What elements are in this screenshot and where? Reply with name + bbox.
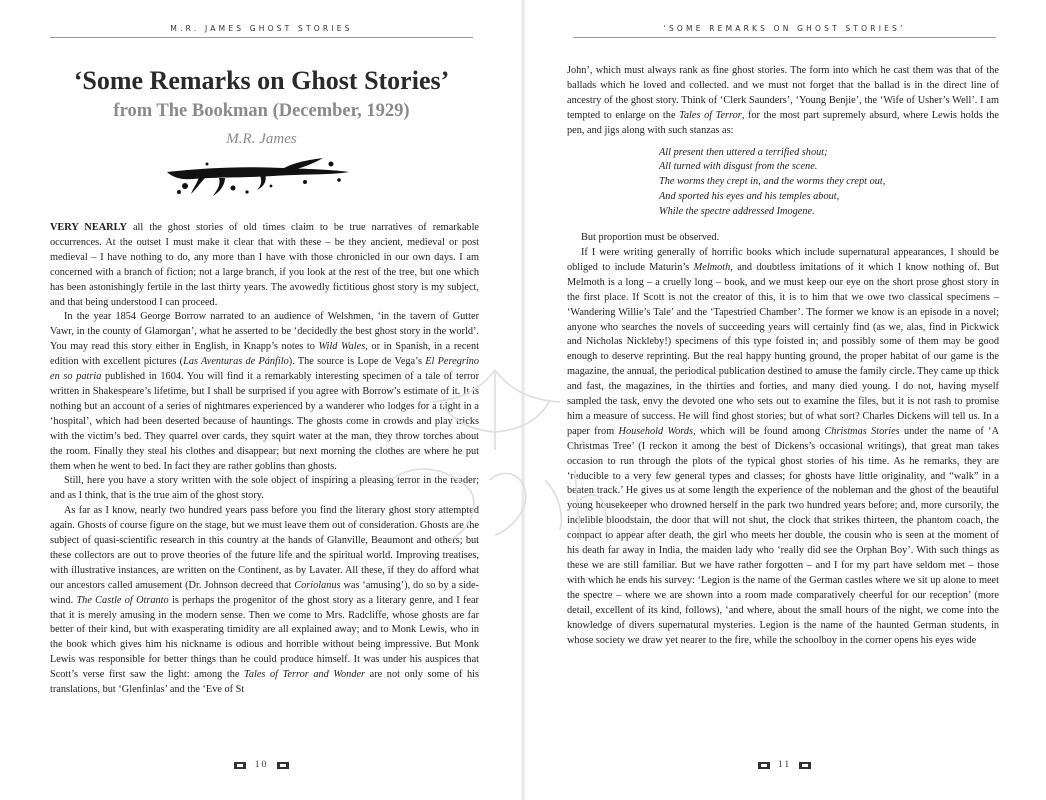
text-run: But proportion must be observed.	[581, 232, 720, 244]
page-number: 10	[254, 760, 269, 770]
text-run: , for the most part supremely absurd, where Lewis holds the pen, and jigs along with such stanzas as:	[567, 109, 999, 136]
running-head: ‘SOME REMARKS ON GHOST STORIES’	[663, 24, 906, 33]
text-run: published in 1604. You will find it a remarkably interesting specimen of a tale of terror written in Shakespeare’s lifetime, but I shall be surprised if you agree with Borrow’s estimate of it. It is nothing but an account of a series of nightmares experienced by a wanderer who lodges for a night in a ‘hospital’, which had been deserted because of hauntings. The ghosts come in crowds and play tricks with the victim’s bed. They quarrel over cards, they squirt water at the man, they throw torches about the room. Finally they steal his clothes and disappear; but next morning the clothes are where he put them when he went to bed. In fact they are rather goblins than ghosts.	[50, 371, 480, 472]
text-run: , and doubtless imitations of it which I know nothing of. But Melmoth is a long – a cruelly long – book, and we must keep our eye on the short prose ghost story in the first place. If Scott is not the creator of this, it is to him that we owe two classical specimens – ‘Wandering Willie’s Tale’ and the ‘Tapestried Chamber’. The former we know is an episode in a novel; anyone who searches the novels of succeeding years will certainly find (as we, alas, find in Pickwick and Nicholas Nickleby!) specimens of this type foisted in; and possibly some of them may be good enough to deserve reprinting. But the real happy hunting ground, the proper habitat of our game is the magazine, the annual, the periodical publication destined to amuse the family circle. They came up thick and fast, the magazines, in the thirties and forties, and many died young. I do not, having myself sampled the task, envy the devoted one who sets out to examine the files, but it is not rash to promise him a measure of success. He will find ghost stories; but of what sort? Charles Dickens will tell us. In a paper from	[567, 261, 999, 437]
italic-title: Christmas Stories	[824, 425, 900, 437]
bracket-ornament-icon	[277, 762, 289, 769]
page-number-left	[0, 760, 523, 770]
verse-line: While the spectre addressed Imogene.	[659, 206, 815, 218]
italic-title: Wild Wales	[318, 341, 366, 353]
author-name: M.R. James	[226, 131, 297, 147]
paragraph	[567, 231, 999, 246]
chapter-title: ‘Some Remarks on Ghost Stories’	[73, 66, 450, 95]
bracket-ornament-icon	[234, 762, 246, 769]
verse-block	[659, 146, 999, 221]
text-run: was ‘amusing’), do so by a side-wind.	[50, 579, 479, 606]
ink-splatter-flourish	[163, 152, 353, 198]
italic-title: Tales of Terror and Wonder	[244, 669, 366, 681]
text-run: , which will be found among	[693, 425, 825, 437]
italic-title: Las Aventuras de Pánfilo	[183, 356, 289, 368]
text-run: under the name of ‘A Christmas Tree’ (I reckon it among the best of Dickens’s occasional writings), that great man takes occasion to run through the plots of the typical ghost stories of his time. As he remarks, they are ‘reducible to a very few general types and classes; for ghosts have little originality, and “walk” in a beaten track.’ He gives us at some length the experience of the nobleman and the ghost of the beautiful young housekeeper who drowned herself in the park two hundred years before; and, more cursorily, the indelible bloodstain, the door that will not shut, the clock that strikes thirteen, the phantom coach, the compact to appear after death, the girl who meets her double, the cousin who is seen at the moment of his death far away in India, the maiden lady who ‘really did see the Orphan Boy’. With such things as these we are still familiar. But we have rather forgotten – and I for my part have seldom met – those with which he ends his survey: ‘Legion is the name of the German castles where we sit up alone to meet the spectre – where we are shown into a room made comparatively cheerful for our reception’ (more detail, excellent of its kind, follows), ‘and where, about the small hours of the night, we come into the knowledge of divers supernatural mysteries. Legion is the name of the haunted German students, in whose society we draw yet nearer to the fire, while the schoolboy in the corner opens his eyes wide	[567, 425, 1000, 646]
text-before-verse	[567, 64, 999, 139]
italic-title: El Peregrino en so patria	[50, 356, 480, 383]
text-run: , or in Spanish, in a recent edition with excellent pictures (	[50, 341, 479, 368]
bracket-ornament-icon	[758, 762, 770, 769]
paragraph	[567, 64, 999, 139]
header-rule	[573, 37, 996, 38]
verse-line: And sported his eyes and his temples about,	[659, 191, 840, 203]
italic-title: The Castle of Otranto	[76, 594, 169, 606]
text-run: In the year 1854 George Borrow narrated to an audience of Welshmen, ‘in the tavern of Gutter Vawr, in the county of Glamorgan’, what he asserted to be ‘decidedly the best ghost story in the world’. You may read this story either in English, in Knapp’s notes to	[50, 311, 479, 353]
paragraph	[50, 474, 479, 504]
paragraph	[50, 504, 479, 698]
page-number-right	[523, 760, 1046, 770]
running-head: M.R. JAMES GHOST STORIES	[170, 24, 353, 33]
right-body-text	[567, 64, 999, 648]
italic-title: Melmoth	[693, 261, 731, 273]
verse-line: All present then uttered a terrified shout;	[659, 146, 828, 158]
page-number: 11	[777, 760, 792, 770]
text-run: ). The source is Lope de Vega’s	[288, 356, 426, 368]
header-rule	[50, 37, 473, 38]
text-run: If I were writing generally of horrific books which include supernatural appearances, I should be obliged to include Maturin’s	[567, 246, 999, 273]
bracket-ornament-icon	[799, 762, 811, 769]
paragraph	[50, 310, 479, 474]
italic-title: Coriolanus	[294, 579, 341, 591]
paragraph	[567, 246, 999, 648]
text-run: is perhaps the progenitor of the ghost story as a literary genre, and I fear that it is merely amusing in the modern sense. Then we come to Mrs. Radcliffe, whose ghosts are far better of their kind, but with exasperating timidity are all explained away; and to Monk Lewis, who in the book which gives him his nickname is odious and horrible without being impressive. But Monk Lewis was responsible for better things than he could produce himself. It was under his auspices that Scott’s verse first saw the light: among the	[50, 594, 479, 681]
left-body-text	[50, 221, 479, 698]
chapter-subtitle: from The Bookman (December, 1929)	[113, 101, 410, 121]
text-run: all the ghost stories of old times claim to be true narratives of remarkable occurrences. At the outset I must make it clear that with these – be they ancient, medieval or post medieval – I have nothing to do, any more than I have with those chronicled in our own days. I am concerned with a branch of fiction; not a large branch, if you look at the rest of the tree, but one which has been astonishingly fertile in the last thirty years. The avowedly fictitious ghost story is my subject, and that being understood I can proceed.	[50, 222, 479, 308]
right-page	[523, 0, 1046, 800]
verse-line: The worms they crept in, and the worms they crept out,	[659, 176, 886, 188]
text-run: As far as I know, nearly two hundred years pass before you find the literary ghost story attempted again. Ghosts of course figure on the stage, but we must leave them out of consideration. Ghosts are the subject of quasi-scientific research in this country at the hands of Glanville, Beaumont and others; but these collectors are out to prove theories of the future life and the spiritual world. Improving treatises, with illustrative instances, are written on the Continent, as by Lavater. All these, if they do afford what our ancestors called amusement (Dr. Johnson decreed that	[50, 505, 479, 591]
text-after-verse	[567, 231, 999, 648]
verse-line: All turned with disgust from the scene.	[659, 161, 818, 173]
paragraph	[50, 221, 479, 310]
italic-title: Tales of Terror	[679, 109, 742, 121]
italic-title: Household Words	[618, 425, 694, 437]
text-run: are not only some of his translations, but ‘Glenfinlas’ and the ‘Eve of St	[50, 669, 479, 696]
text-run: Still, here you have a story written with the sole object of inspiring a pleasing terror in the reader; and as I think, that is the true aim of the ghost story.	[50, 475, 479, 502]
lead-in-text: VERY NEARLY	[50, 222, 127, 233]
text-run: John’, which must always rank as fine ghost stories. The form into which he cast them was that of the ballads which he loved and collected. and we must not forget that the ballad is in the direct line of ancestry of the ghost story. Think of ‘Clerk Saunders’, ‘Young Benjie’, the ‘Wife of Usher’s Well’. I am tempted to enlarge on the	[567, 65, 999, 121]
